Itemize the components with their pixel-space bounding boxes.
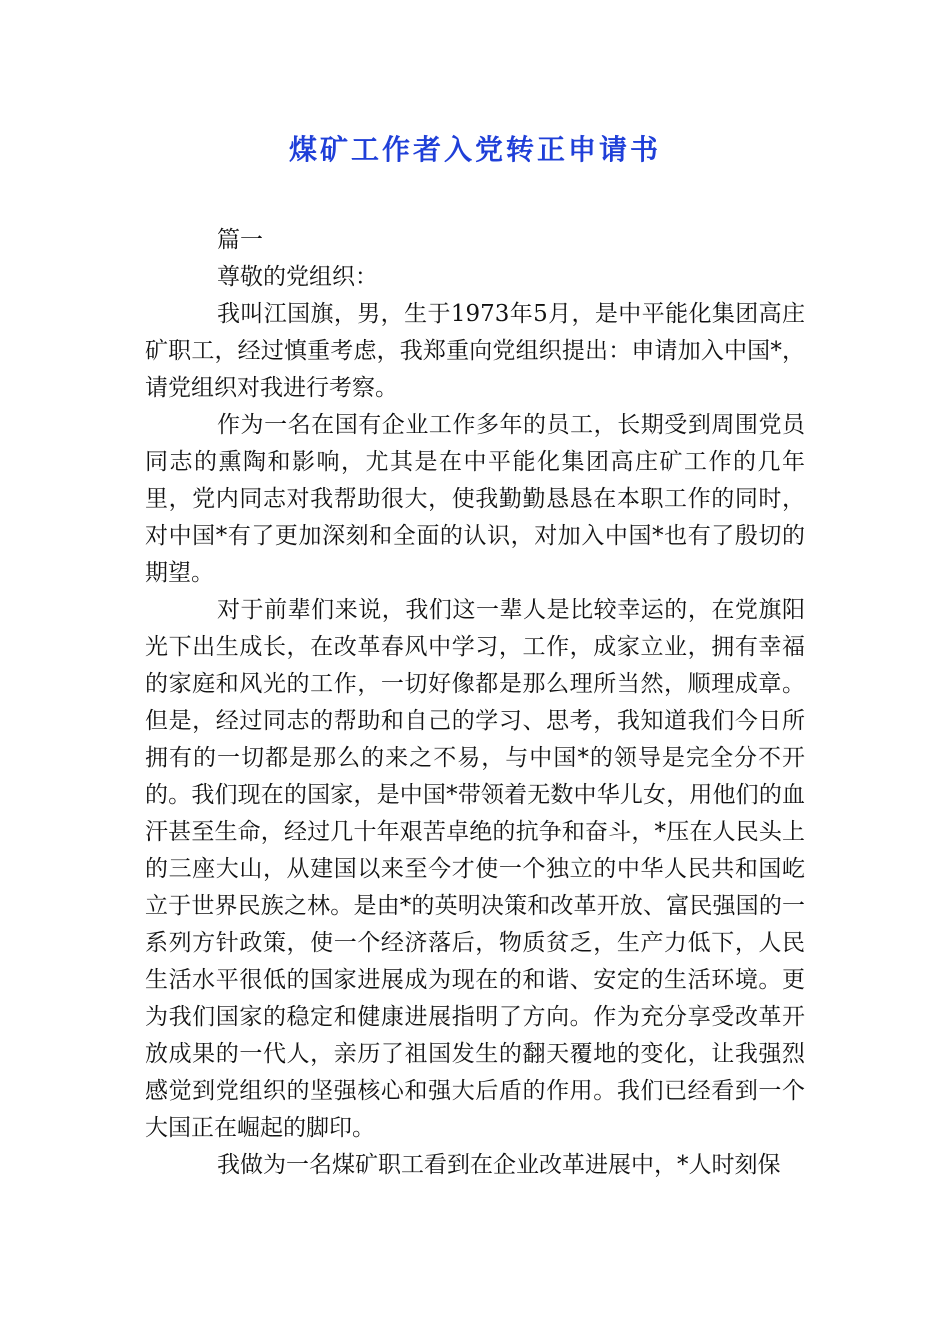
document-body: [145, 222, 805, 1184]
section-heading: 篇一: [217, 227, 263, 253]
document-title: 煤矿工作者入党转正申请书: [288, 133, 661, 166]
body-paragraph: 我叫江国旗，男，生于1973年5月，是中平能化集团高庄矿职工，经过慎重考虑，我郑重向党组织提出：申请加入中国*，请党组织对我进行考察。: [145, 301, 805, 401]
body-paragraph: 作为一名在国有企业工作多年的员工，长期受到周围党员同志的熏陶和影响，尤其是在中平能化集团高庄矿工作的几年里，党内同志对我帮助很大，使我勤勤恳恳在本职工作的同时，对中国*有了更加深刻和全面的认识，对加入中国*也有了殷切的期望。: [145, 412, 805, 586]
salutation: 尊敬的党组织：: [217, 264, 378, 290]
body-paragraph: 我做为一名煤矿职工看到在企业改革进展中，*人时刻保: [217, 1152, 781, 1178]
body-paragraph: 对于前辈们来说，我们这一辈人是比较幸运的，在党旗阳光下出生成长，在改革春风中学习，工作，成家立业，拥有幸福的家庭和风光的工作，一切好像都是那么理所当然，顺理成章。但是，经过同志的帮助和自己的学习、思考，我知道我们今日所拥有的一切都是那么的来之不易，与中国*的领导是完全分不开的。我们现在的国家，是中国*带领着无数中华儿女，用他们的血汗甚至生命，经过几十年艰苦卓绝的抗争和奋斗，*压在人民头上的三座大山，从建国以来至今才使一个独立的中华人民共和国屹立于世界民族之林。是由*的英明决策和改革开放、富民强国的一系列方针政策，使一个经济落后，物质贫乏，生产力低下，人民生活水平很低的国家进展成为现在的和谐、安定的生活环境。更为我们国家的稳定和健康进展指明了方向。作为充分享受改革开放成果的一代人，亲历了祖国发生的翻天覆地的变化，让我强烈感觉到党组织的坚强核心和强大后盾的作用。我们已经看到一个大国正在崛起的脚印。: [145, 597, 805, 1141]
